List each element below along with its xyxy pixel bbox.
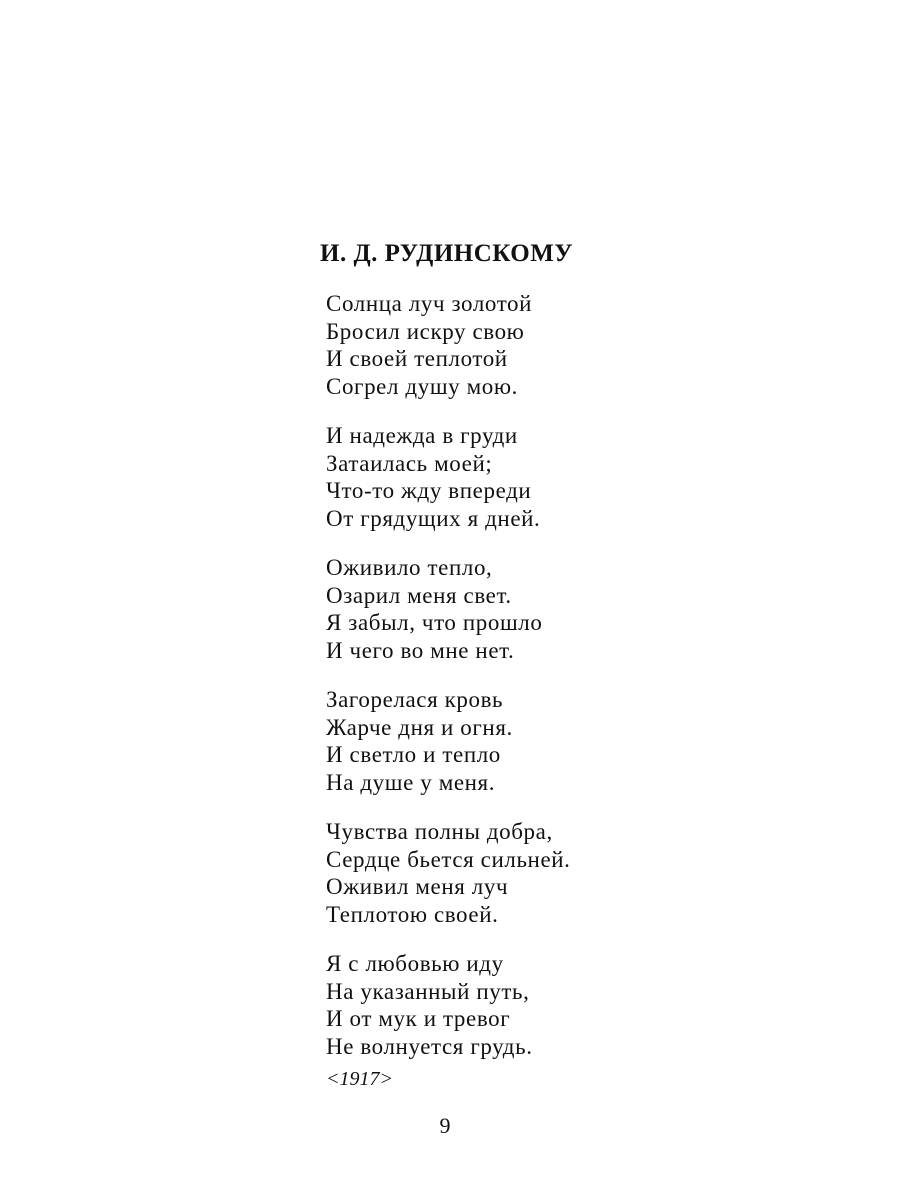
page-number: 9 bbox=[439, 1113, 451, 1138]
poem-line: Затаилась моей; bbox=[326, 450, 493, 476]
poem-line: Оживил меня луч bbox=[326, 874, 509, 899]
poem-line: Согрел душу мою. bbox=[326, 373, 518, 399]
stanza-4 bbox=[326, 686, 746, 796]
poem-line: И от мук и тревог bbox=[326, 1006, 511, 1031]
stanza-5 bbox=[326, 818, 746, 928]
poem-line: Оживило тепло, bbox=[326, 555, 493, 580]
poem-body bbox=[326, 290, 746, 1082]
poem-line: На душе у меня. bbox=[326, 769, 496, 795]
poem-date: <1917> bbox=[326, 1068, 393, 1090]
poem-line: Чувства полны добра, bbox=[326, 819, 553, 844]
poem-line: Озарил меня свет. bbox=[326, 582, 512, 608]
poem-line: И надежда в груди bbox=[326, 423, 518, 448]
poem-line: И чего во мне нет. bbox=[326, 637, 515, 663]
poem-line: Я с любовью иду bbox=[326, 951, 504, 976]
stanza-1 bbox=[326, 290, 746, 400]
stanza-6 bbox=[326, 950, 746, 1060]
poem-line: Что-то жду впереди bbox=[326, 478, 532, 503]
poem-line: От грядущих я дней. bbox=[326, 505, 541, 531]
poem-line: Не волнуется грудь. bbox=[326, 1033, 533, 1059]
poem-line: На указанный путь, bbox=[326, 978, 530, 1004]
stanza-2 bbox=[326, 422, 746, 532]
poem-line: И своей теплотой bbox=[326, 346, 508, 371]
poem-line: Солнца луч золотой bbox=[326, 291, 533, 316]
poem-line: Сердце бьется сильней. bbox=[326, 846, 571, 872]
poem-line: И светло и тепло bbox=[326, 742, 501, 767]
poem-line: Жарче дня и огня. bbox=[326, 714, 513, 740]
poem-title: И. Д. РУДИНСКОМУ bbox=[320, 240, 574, 267]
poem-line: Бросил искру свою bbox=[326, 318, 525, 344]
poem-line: Я забыл, что прошло bbox=[326, 610, 543, 635]
stanza-3 bbox=[326, 554, 746, 664]
poem-line: Теплотою своей. bbox=[326, 901, 499, 927]
poem-line: Загорелася кровь bbox=[326, 687, 504, 712]
